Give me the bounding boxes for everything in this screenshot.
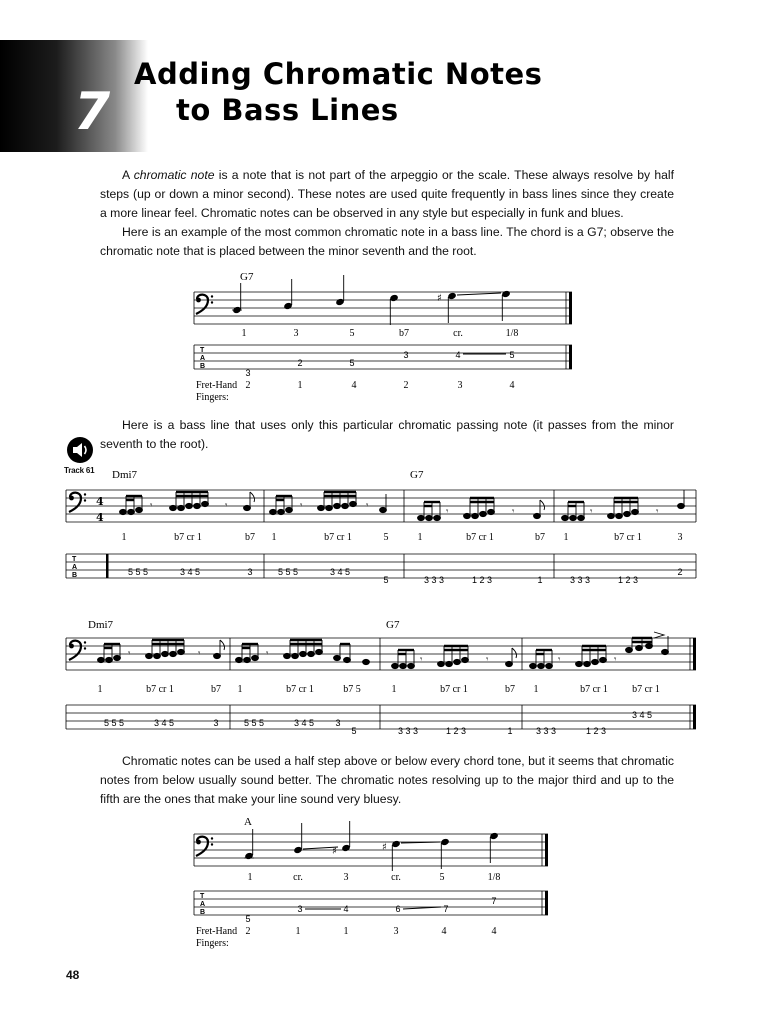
tab-number: 3	[403, 350, 409, 360]
svg-text:B: B	[200, 909, 206, 916]
scale-degree: b7	[399, 328, 409, 339]
finger-number: 2	[403, 380, 409, 391]
chord-symbol: G7	[386, 619, 400, 631]
tab-number: 3	[335, 718, 341, 728]
svg-text:T: T	[72, 556, 77, 563]
tab-number: 1 2 3	[471, 575, 493, 585]
tab-number: 3	[297, 904, 303, 914]
chord-symbol: G7	[410, 469, 424, 481]
scale-degree: 1	[97, 684, 103, 695]
scale-degree: b7 cr 1	[632, 684, 660, 695]
tab-number: 1 2 3	[617, 575, 639, 585]
fingers-label: Fret-Hand	[196, 380, 238, 391]
scale-degree: b7 cr 1	[466, 532, 494, 543]
sharp-icon: ♯	[437, 293, 442, 304]
scale-degree: 1	[237, 684, 243, 695]
paragraph-4: Chromatic notes can be used a half step above or below every chord tone, but it seems that chromatic notes from below usually sound better. The chromatic notes resolving up to the major third and up to the fifth are the ones that make your line sound very bluesy.	[100, 754, 674, 806]
fingers-label: Fingers:	[196, 392, 229, 403]
tab-number: 3 4 5	[329, 567, 351, 577]
tab-number: 3 4 5	[153, 718, 175, 728]
scale-degree: b7 cr 1	[440, 684, 468, 695]
scale-degree: b7	[505, 684, 515, 695]
svg-text:𝄾: 𝄾	[198, 649, 201, 659]
tab-number: 5 5 5	[277, 567, 299, 577]
finger-number: 1	[343, 926, 349, 937]
svg-text:A: A	[200, 355, 206, 362]
finger-number: 1	[295, 926, 301, 937]
svg-text:A: A	[200, 901, 206, 908]
chord-symbol: G7	[240, 271, 254, 283]
scale-degree: b7 cr 1	[286, 684, 314, 695]
svg-text:𝄾: 𝄾	[590, 507, 593, 517]
paragraph-1-start: A	[122, 168, 134, 182]
scale-degree: 1	[563, 532, 569, 543]
chromatic-note-term: chromatic note	[133, 168, 215, 182]
tab-number: 5	[509, 350, 515, 360]
scale-degree: 1	[533, 684, 539, 695]
tab-number: 3 3 3	[423, 575, 445, 585]
fingers-label: Fingers:	[196, 938, 229, 949]
finger-number: 4	[351, 380, 357, 391]
scale-degree: 1	[247, 872, 253, 883]
example-1	[194, 271, 572, 403]
scale-degree: b7 cr 1	[580, 684, 608, 695]
track-label: Track 61	[64, 466, 95, 475]
page-number: 48	[66, 968, 80, 982]
svg-text:𝄾: 𝄾	[446, 507, 449, 517]
tab-number: 3 4 5	[179, 567, 201, 577]
scale-degree: 3	[343, 872, 349, 883]
svg-text:𝄾: 𝄾	[300, 501, 303, 511]
svg-text:𝄾: 𝄾	[512, 507, 515, 517]
scale-degree: b7 cr 1	[614, 532, 642, 543]
scale-degree: 5	[439, 872, 445, 883]
scale-degree: 1	[417, 532, 423, 543]
scale-degree: 1	[121, 532, 127, 543]
scale-degree: 1/8	[505, 328, 519, 339]
tab-number: 5	[383, 575, 389, 585]
svg-text:T: T	[200, 347, 205, 354]
bass-clef-icon	[69, 493, 86, 512]
scale-degree: cr.	[391, 872, 401, 883]
bass-clef-icon	[69, 641, 86, 660]
scale-degree: 1/8	[487, 872, 501, 883]
tab-number: 4	[455, 350, 461, 360]
tab-number: 7	[443, 904, 449, 914]
scale-degree: cr.	[293, 872, 303, 883]
tab-number: 7	[491, 896, 497, 906]
scale-degree: cr.	[453, 328, 463, 339]
chord-symbol: A	[244, 816, 252, 828]
scale-degree: 5	[383, 532, 389, 543]
finger-number: 3	[393, 926, 399, 937]
scale-degree: b7 5	[343, 684, 361, 695]
svg-text:𝄾: 𝄾	[614, 655, 617, 665]
scale-degree: b7 cr 1	[146, 684, 174, 695]
scale-degree: 1	[391, 684, 397, 695]
svg-text:𝄾: 𝄾	[225, 501, 228, 511]
tab-number: 3 4 5	[293, 718, 315, 728]
tab-number: 1	[507, 726, 513, 736]
tab-number: 5	[349, 358, 355, 368]
scale-degree: 1	[271, 532, 277, 543]
tab-number: 3 3 3	[397, 726, 419, 736]
chapter-title-line-2: to Bass Lines	[176, 93, 399, 127]
finger-number: 2	[245, 380, 251, 391]
svg-text:T: T	[200, 893, 205, 900]
bass-line-system-2	[66, 619, 696, 736]
finger-number: 4	[509, 380, 515, 391]
svg-text:♯: ♯	[382, 842, 387, 853]
finger-number: 4	[491, 926, 497, 937]
scale-degree: b7	[535, 532, 545, 543]
svg-text:A: A	[72, 564, 78, 571]
chapter-title-line-1: Adding Chromatic Notes	[134, 57, 543, 91]
fingers-label: Fret-Hand	[196, 926, 238, 937]
finger-number: 4	[441, 926, 447, 937]
tab-number: 4	[343, 904, 349, 914]
tab-number: 5	[245, 914, 251, 924]
tab-number: 2	[677, 567, 683, 577]
paragraph-1-rest: is a note that is not part of the arpeggio or the scale. These always resolve by half steps (up or down a minor second). These notes are used quite frequently in bass lines since they create a more linear feel. Chromatic notes can be observed in any style but especially in funk and blues.	[100, 168, 675, 220]
scale-degree: b7 cr 1	[174, 532, 202, 543]
scale-degree: 1	[241, 328, 247, 339]
tab-number: 3 3 3	[569, 575, 591, 585]
scale-degree: b7 cr 1	[324, 532, 352, 543]
tab-number: 5 5 5	[243, 718, 265, 728]
tab-number: 3	[213, 718, 219, 728]
time-signature-top: 4	[96, 495, 104, 508]
svg-text:𝄾: 𝄾	[420, 655, 423, 665]
scale-degree: b7	[211, 684, 221, 695]
chord-symbol: Dmi7	[88, 619, 114, 631]
svg-text:𝄾: 𝄾	[486, 655, 489, 665]
scale-degree: 3	[677, 532, 683, 543]
tab-number: 1	[537, 575, 543, 585]
finger-number: 2	[245, 926, 251, 937]
tab-number: 5 5 5	[103, 718, 125, 728]
paragraph-2: Here is an example of the most common chromatic note in a bass line. The chord is a G7; observe the chromatic note that is placed between the minor seventh and the root.	[100, 225, 674, 258]
slide-line	[457, 293, 501, 295]
time-signature-bottom: 4	[96, 511, 104, 524]
finger-number: 3	[457, 380, 463, 391]
svg-text:𝄾: 𝄾	[128, 649, 131, 659]
svg-text:𝄾: 𝄾	[558, 655, 561, 665]
svg-text:B: B	[200, 363, 206, 370]
chapter-number: 7	[74, 82, 109, 142]
tab-number: 3	[245, 368, 251, 378]
tab-number: 2	[297, 358, 303, 368]
scale-degree: 3	[293, 328, 299, 339]
svg-text:𝄾: 𝄾	[656, 507, 659, 517]
svg-text:𝄾: 𝄾	[266, 649, 269, 659]
tab-number: 1 2 3	[585, 726, 607, 736]
tab-number: 5 5 5	[127, 567, 149, 577]
chord-symbol: Dmi7	[112, 469, 138, 481]
bass-clef-icon	[196, 837, 213, 856]
bass-line-system-1	[66, 469, 696, 585]
svg-text:♯: ♯	[332, 846, 337, 857]
scale-degree: 5	[349, 328, 355, 339]
tab-number: 6	[395, 904, 401, 914]
tab-number: 3	[247, 567, 253, 577]
svg-text:B: B	[72, 572, 78, 579]
scale-degree: b7	[245, 532, 255, 543]
tab-number: 3 3 3	[535, 726, 557, 736]
tab-number: 3 4 5	[631, 710, 653, 720]
paragraph-3: Here is a bass line that uses only this particular chromatic passing note (it passes from the minor seventh to the root).	[100, 418, 674, 451]
bass-clef-icon	[196, 295, 213, 314]
svg-text:𝄾: 𝄾	[150, 501, 153, 511]
svg-text:𝄾: 𝄾	[366, 501, 369, 511]
example-2	[194, 816, 548, 949]
tab-number: 1 2 3	[445, 726, 467, 736]
tab-number: 5	[351, 726, 357, 736]
finger-number: 1	[297, 380, 303, 391]
